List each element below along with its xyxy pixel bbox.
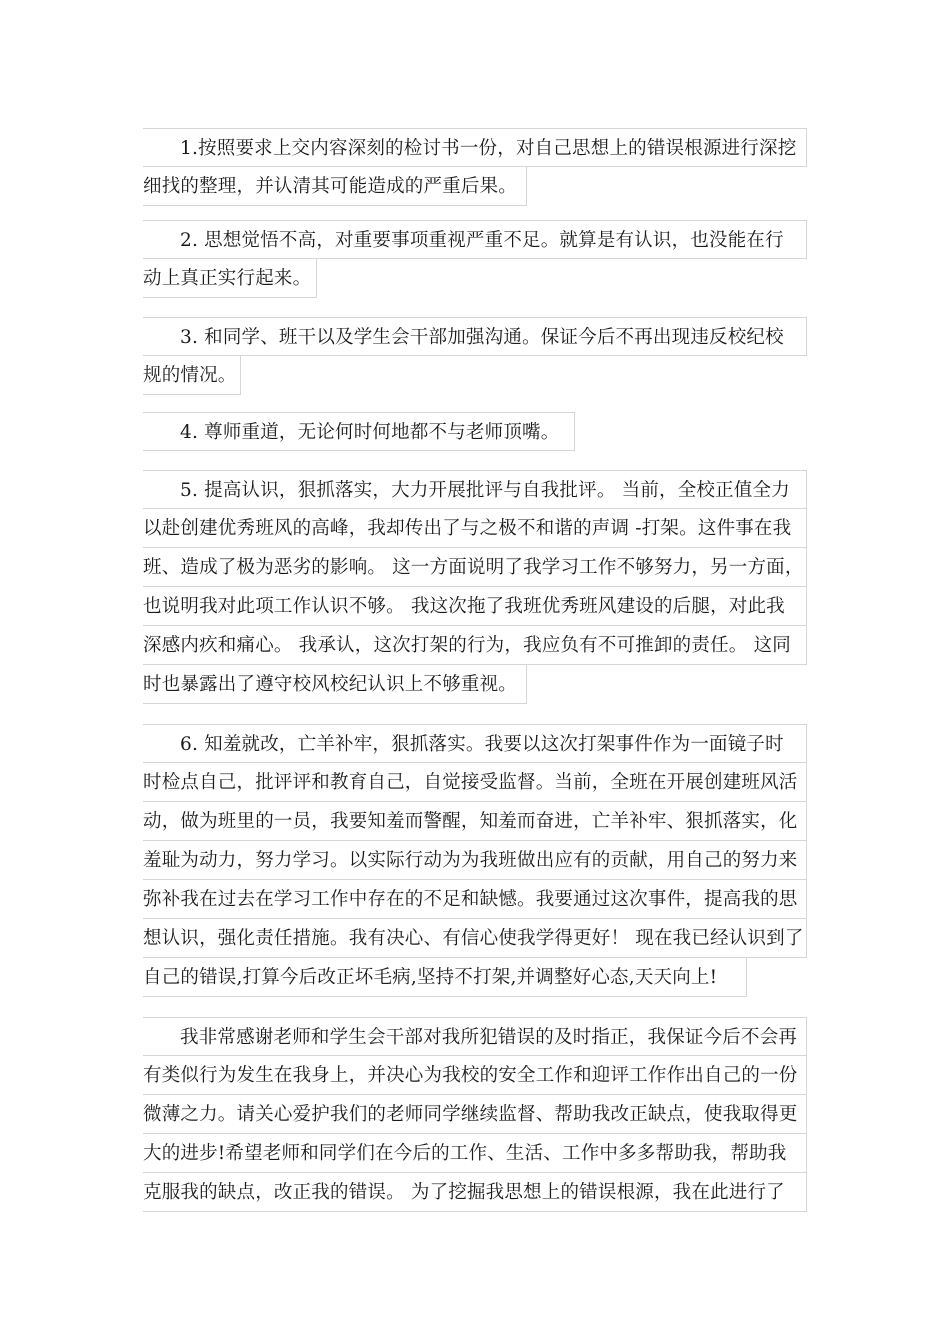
text-line: 想认识，强化责任措施。我有决心、有信心使我学得更好！ 现在我已经认识到了 [143, 919, 807, 958]
text-line: 细找的整理，并认清其可能造成的严重后果。 [143, 167, 527, 206]
text-line: 动上真正实行起来。 [143, 259, 317, 298]
text-line: 1.按照要求上交内容深刻的检讨书一份，对自己思想上的错误根源进行深挖 [143, 128, 807, 167]
text-line: 时也暴露出了遵守校风校纪认识上不够重视。 [143, 665, 527, 704]
text-line: 大的进步!希望老师和同学们在今后的工作、生活、工作中多多帮助我，帮助我 [143, 1134, 807, 1173]
text-line: 微薄之力。请关心爱护我们的老师同学继续监督、帮助我改正缺点，使我取得更 [143, 1095, 807, 1134]
paragraph-7 [143, 1017, 807, 1212]
paragraph-4 [143, 412, 807, 451]
text-line: 克服我的缺点，改正我的错误。 为了挖掘我思想上的错误根源，我在此进行了 [143, 1173, 807, 1212]
paragraph-5 [143, 470, 807, 704]
text-line: 班、造成了极为恶劣的影响。 这一方面说明了我学习工作不够努力，另一方面， [143, 548, 807, 587]
text-line: 规的情况。 [143, 356, 241, 395]
text-line: 动，做为班里的一员，我要知羞而警醒，知羞而奋进，亡羊补牢、狠抓落实，化 [143, 802, 807, 841]
text-line: 也说明我对此项工作认识不够。 我这次拖了我班优秀班风建设的后腿，对此我 [143, 587, 807, 626]
text-line: 以赴创建优秀班风的高峰，我却传出了与之极不和谐的声调 -打架。这件事在我 [143, 509, 807, 548]
paragraph-2 [143, 220, 807, 298]
text-line: 6. 知羞就改，亡羊补牢，狠抓落实。我要以这次打架事件作为一面镜子时 [143, 724, 807, 763]
text-line: 3. 和同学、班干以及学生会干部加强沟通。保证今后不再出现违反校纪校 [143, 317, 807, 356]
text-line: 5. 提高认识，狠抓落实，大力开展批评与自我批评。 当前，全校正值全力 [143, 470, 807, 509]
text-line: 自己的错误,打算今后改正坏毛病,坚持不打架,并调整好心态,天天向上! [143, 958, 747, 997]
text-line: 有类似行为发生在我身上，并决心为我校的安全工作和迎评工作作出自己的一份 [143, 1056, 807, 1095]
paragraph-3 [143, 317, 807, 395]
text-line: 我非常感谢老师和学生会干部对我所犯错误的及时指正，我保证今后不会再 [143, 1017, 807, 1056]
text-line: 羞耻为动力，努力学习。以实际行动为为我班做出应有的贡献，用自己的努力来 [143, 841, 807, 880]
text-line: 4. 尊师重道，无论何时何地都不与老师顶嘴。 [143, 412, 575, 451]
text-line: 弥补我在过去在学习工作中存在的不足和缺憾。我要通过这次事件，提高我的思 [143, 880, 807, 919]
text-line: 2. 思想觉悟不高，对重要事项重视严重不足。就算是有认识，也没能在行 [143, 220, 807, 259]
text-line: 深感内疚和痛心。 我承认，这次打架的行为，我应负有不可推卸的责任。 这同 [143, 626, 807, 665]
text-line: 时检点自己，批评评和教育自己，自觉接受监督。当前，全班在开展创建班风活 [143, 763, 807, 802]
paragraph-1 [143, 128, 807, 206]
paragraph-6 [143, 724, 807, 997]
